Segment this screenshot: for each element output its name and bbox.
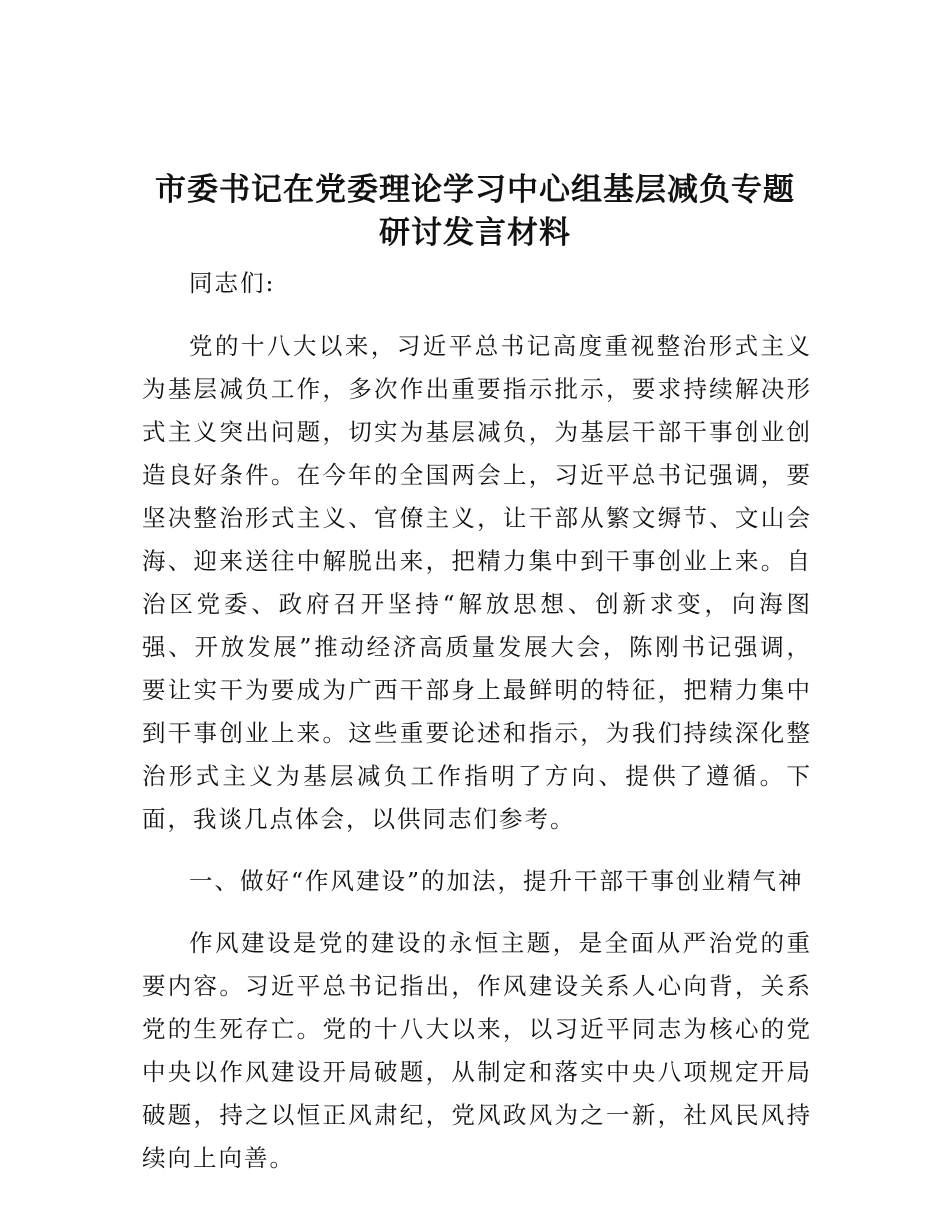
paragraph-section-1: 作风建设是党的建设的永恒主题，是全面从严治党的重要内容。习近平总书记指出，作风建设关系人心向背，关系党的生死存亡。党的十八大以来，以习近平同志为核心的党中央以作风建设开局破题，从制定和落实中央八项规定开局破题，持之以恒正风肃纪，党风政风为之一新，社风民风持续向上向善。 (142, 929, 812, 1172)
section-heading-1: 一、做好“作风建设”的加法，提升干部干事创业精气神 (189, 867, 804, 895)
document-title-line-2: 研讨发言材料 (379, 215, 571, 251)
salutation: 同志们: (189, 269, 276, 297)
document-body (142, 262, 812, 1180)
document-title-line-1: 市委书记在党委理论学习中心组基层减负专题 (155, 172, 795, 208)
paragraph-intro: 党的十八大以来，习近平总书记高度重视整治形式主义为基层减负工作，多次作出重要指示批示，要求持续解决形式主义突出问题，切实为基层减负，为基层干部干事创业创造良好条件。在今年的全国两会上，习近平总书记强调，要坚决整治形式主义、官僚主义，让干部从繁文缛节、文山会海、迎来送往中解脱出来，把精力集中到干事创业上来。自治区党委、政府召开坚持“解放思想、创新求变，向海图强、开放发展”推动经济高质量发展大会，陈刚书记强调，要让实干为要成为广西干部身上最鲜明的特征，把精力集中到干事创业上来。这些重要论述和指示，为我们持续深化整治形式主义为基层减负工作指明了方向、提供了遵循。下面，我谈几点体会，以供同志们参考。 (142, 332, 812, 833)
